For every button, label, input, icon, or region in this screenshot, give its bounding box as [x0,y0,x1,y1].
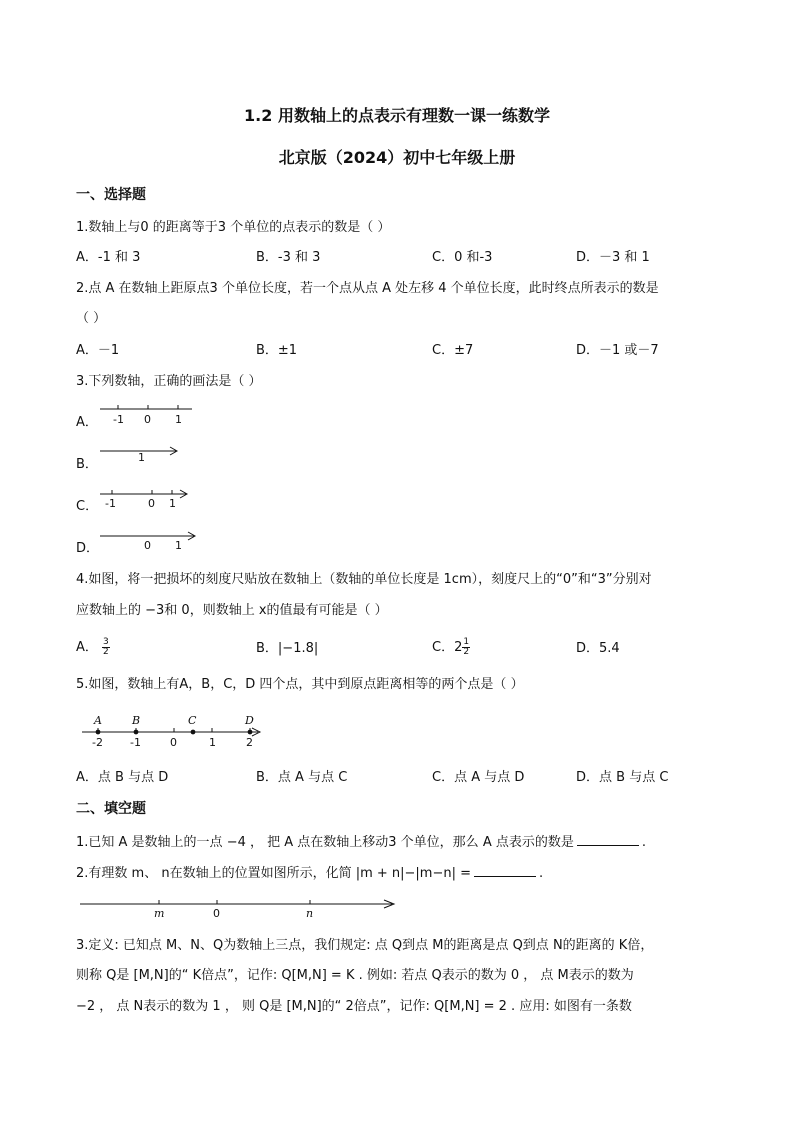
fill-question-1-text: 1.已知 A 是数轴上的一点 −4 ， 把 A 点在数轴上移动3 个单位，那么 A 点表示的数是 [76,835,574,850]
point-d-dot [248,730,253,735]
q5-number-line [80,712,270,752]
q3-figure-c [98,486,194,510]
q2-option-b: B．±1 [256,343,298,358]
q3-figure-a [98,402,198,428]
q3-option-b: B． [76,457,98,472]
q5-option-b: B．点 A 与点 C [256,770,348,785]
q3b-tick-label: 1 [138,451,145,464]
q5-tick-label: 1 [209,736,216,749]
f2-number-line [78,894,400,922]
q5-option-a: A．点 B 与点 D [76,770,169,785]
fill-question-3-line2: 则称 Q是 [M,N]的“ K倍点”，记作: Q[M,N] = K . 例如: 若点 Q表示的数为 0 ， 点 M表示的数为 [76,968,634,983]
fill-question-2-end: . [539,866,544,881]
q4-option-b: B．|−1.8| [256,641,319,656]
q3d-tick-label: 1 [175,539,182,552]
fill-question-1-end: . [641,835,646,850]
q1-option-c: C．0 和-3 [432,250,493,265]
point-a-label: A [94,714,102,727]
fraction-denominator: 2 [103,647,109,657]
page-title: 1.2 用数轴上的点表示有理数一课一练数学 [244,106,550,125]
q2-option-a: A．－1 [76,343,120,358]
answer-blank[interactable] [474,864,536,877]
f2-label-m: m [154,907,165,920]
question-4-line2: 应数轴上的 −3和 0，则数轴上 x的值最有可能是（ ） [76,603,388,618]
point-a-dot [96,730,101,735]
point-c-dot [191,730,196,735]
q2-option-d: D．－1 或－7 [576,343,659,358]
q3-figure-b [98,444,182,468]
question-3: 3.下列数轴，正确的画法是（ ） [76,374,262,389]
f2-label-n: n [306,907,314,920]
q3c-tick-label: 0 [148,497,155,510]
q5-option-d: D．点 B 与点 C [576,770,669,785]
section-heading-fill: 二、填空题 [76,801,146,817]
q4-option-c [432,638,470,657]
q1-option-b: B．-3 和 3 [256,250,321,265]
q4-option-a [76,638,110,657]
q5-tick-label: 2 [246,736,253,749]
question-1: 1.数轴上与0 的距离等于3 个单位的点表示的数是（ ） [76,220,391,235]
q3-option-a: A． [76,415,98,430]
point-b-dot [134,730,139,735]
q3-figure-d [98,528,202,552]
question-2-line1: 2.点 A 在数轴上距原点3 个单位长度，若一个点从点 A 处左移 4 个单位长度，此时终点所表示的数是 [76,281,659,296]
q4-option-c-label: C．2 [432,640,463,655]
q3a-tick-label: 1 [175,413,182,426]
page-subtitle: 北京版（2024）初中七年级上册 [278,148,516,167]
fill-question-2-text: 2.有理数 m、 n在数轴上的位置如图所示，化简 |m + n|−|m−n| = [76,866,471,881]
q3c-tick-label: -1 [105,497,116,510]
q1-option-d: D．－3 和 1 [576,250,650,265]
q5-tick-label: -1 [130,736,141,749]
point-b-label: B [132,714,141,727]
q3a-tick-label: 0 [144,413,151,426]
q4-option-d: D．5.4 [576,641,620,656]
point-d-label: D [245,714,254,727]
q3-option-d: D． [76,541,100,556]
q3c-tick-label: 1 [169,497,176,510]
fraction-numerator: 3 [103,637,109,647]
q5-tick-label: -2 [92,736,103,749]
fraction-numerator: 1 [463,637,470,647]
f2-label-zero: 0 [213,907,220,920]
q4-option-a-label: A． [76,640,98,655]
q4-option-c-fraction [462,638,470,657]
question-5: 5.如图，数轴上有A，B，C，D 四个点，其中到原点距离相等的两个点是（ ） [76,677,524,692]
q5-option-c: C．点 A 与点 D [432,770,525,785]
fill-question-3-line1: 3.定义: 已知点 M、N、Q为数轴上三点，我们规定: 点 Q到点 M的距离是点 Q到点 N的距离的 K倍， [76,938,654,953]
q5-tick-label: 0 [170,736,177,749]
answer-blank[interactable] [577,833,639,846]
point-c-label: C [188,714,197,727]
q3a-tick-label: -1 [113,413,124,426]
q3-option-c: C． [76,499,99,514]
section-heading-choice: 一、选择题 [76,187,146,203]
question-2-line2: （ ） [76,311,107,326]
q2-option-c: C．±7 [432,343,474,358]
fill-question-1 [76,833,646,851]
q3d-tick-label: 0 [144,539,151,552]
q4-option-a-fraction [102,638,110,657]
fill-question-2 [76,864,543,882]
fraction-denominator: 2 [463,647,470,657]
question-4-line1: 4.如图，将一把损坏的刻度尺贴放在数轴上（数轴的单位长度是 1cm），刻度尺上的“0”和“3”分别对 [76,572,652,587]
fill-question-3-line3: −2 ， 点 N表示的数为 1 ， 则 Q是 [M,N]的“ 2倍点”，记作: Q[M,N] = 2 . 应用: 如图有一条数 [76,999,632,1014]
q1-option-a: A．-1 和 3 [76,250,141,265]
